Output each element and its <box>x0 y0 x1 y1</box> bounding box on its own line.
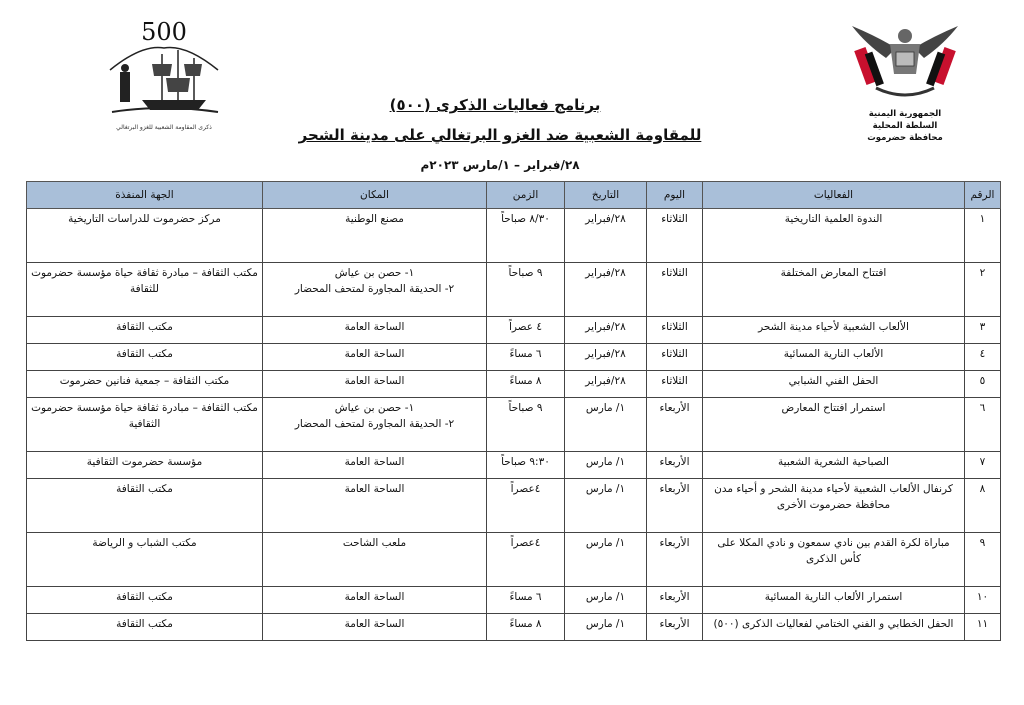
cell-place <box>263 587 487 614</box>
cell-activity: كرنفال الألعاب الشعبية لأحياء مدينة الشحر و أحياء مدن محافظة حضرموت الأخرى <box>703 479 965 533</box>
cell-day: الثلاثاء <box>647 344 703 371</box>
cell-time: ٨ مساءً <box>487 614 565 641</box>
gov-line-2: السلطة المحلية <box>872 121 938 131</box>
cell-date: ١/ مارس <box>565 614 647 641</box>
cell-date: ١/ مارس <box>565 587 647 614</box>
cell-organizer: مكتب الثقافة <box>27 614 263 641</box>
table-row <box>27 587 1001 614</box>
table-row <box>27 533 1001 587</box>
logo-caption: ذكرى المقاومة الشعبية للغزو البرتغالي <box>116 124 212 131</box>
table-row <box>27 317 1001 344</box>
cell-date: ٢٨/فبراير <box>565 317 647 344</box>
cell-place <box>263 398 487 452</box>
cell-day: الأربعاء <box>647 614 703 641</box>
header-date: التاريخ <box>565 182 647 209</box>
cell-place <box>263 614 487 641</box>
cell-time: ٤عصراً <box>487 533 565 587</box>
header-activity: الفعاليات <box>703 182 965 209</box>
cell-num: ٦ <box>965 398 1001 452</box>
cell-organizer: مركز حضرموت للدراسات التاريخية <box>27 209 263 263</box>
cell-activity: الألعاب النارية المسائية <box>703 344 965 371</box>
ship-emblem-icon <box>102 14 226 118</box>
cell-place <box>263 263 487 317</box>
cell-organizer: مكتب الثقافة – مبادرة ثقافة حياة مؤسسة حضرموت للثقافة <box>27 263 263 317</box>
cell-organizer: مؤسسة حضرموت الثقافية <box>27 452 263 479</box>
cell-date: ٢٨/فبراير <box>565 263 647 317</box>
table-row <box>27 344 1001 371</box>
place-item: مصنع الوطنية <box>345 213 404 225</box>
cell-day: الأربعاء <box>647 398 703 452</box>
place-item: ملعب الشاحت <box>342 537 407 549</box>
program-table <box>26 181 1001 641</box>
cell-organizer: مكتب الثقافة <box>27 344 263 371</box>
cell-activity: استمرار افتتاح المعارض <box>703 398 965 452</box>
cell-day: الثلاثاء <box>647 209 703 263</box>
cell-activity: افتتاح المعارض المختلفة <box>703 263 965 317</box>
header-time: الزمن <box>487 182 565 209</box>
header-organizer: الجهة المنفذة <box>27 182 263 209</box>
cell-day: الأربعاء <box>647 479 703 533</box>
cell-organizer: مكتب الثقافة – جمعية فنانين حضرموت <box>27 371 263 398</box>
cell-time: ٤عصراً <box>487 479 565 533</box>
page-subtitle: للمقاومة الشعبية ضد الغزو البرتغالي على مدينة الشحر <box>298 126 702 144</box>
cell-num: ١١ <box>965 614 1001 641</box>
place-item: ٢- الحديقة المجاورة لمتحف المحضار <box>294 283 455 295</box>
cell-date: ٢٨/فبراير <box>565 371 647 398</box>
cell-num: ٥ <box>965 371 1001 398</box>
cell-num: ٧ <box>965 452 1001 479</box>
table-row <box>27 371 1001 398</box>
cell-day: الأربعاء <box>647 452 703 479</box>
cell-num: ٨ <box>965 479 1001 533</box>
header-num: الرقم <box>965 182 1001 209</box>
cell-date: ١/ مارس <box>565 533 647 587</box>
cell-activity: الحفل الفني الشبابي <box>703 371 965 398</box>
anniversary-logo <box>102 14 226 138</box>
table-row <box>27 614 1001 641</box>
place-item: ١- حصن بن عياش <box>334 267 415 279</box>
place-item: الساحة العامة <box>344 618 405 630</box>
cell-organizer: مكتب الثقافة – مبادرة ثقافة حياة مؤسسة حضرموت الثقافية <box>27 398 263 452</box>
cell-activity: الندوة العلمية التاريخية <box>703 209 965 263</box>
page-title: برنامج فعاليات الذكرى (٥٠٠) <box>389 96 601 114</box>
logo-number: 500 <box>141 18 187 46</box>
place-item: الساحة العامة <box>344 375 405 387</box>
table-row <box>27 452 1001 479</box>
yemen-emblem <box>840 18 970 144</box>
cell-time: ٨/٣٠ صباحاً <box>487 209 565 263</box>
cell-day: الأربعاء <box>647 533 703 587</box>
cell-place <box>263 371 487 398</box>
cell-activity: مباراة لكرة القدم بين نادي سمعون و نادي المكلا على كأس الذكرى <box>703 533 965 587</box>
eagle-emblem-icon <box>846 18 964 104</box>
place-item: الساحة العامة <box>344 348 405 360</box>
cell-time: ٩ صباحاً <box>487 398 565 452</box>
table-row <box>27 209 1001 263</box>
cell-day: الثلاثاء <box>647 263 703 317</box>
cell-num: ٩ <box>965 533 1001 587</box>
cell-date: ١/ مارس <box>565 398 647 452</box>
cell-date: ٢٨/فبراير <box>565 344 647 371</box>
place-item: الساحة العامة <box>344 456 405 468</box>
cell-place <box>263 317 487 344</box>
table-row <box>27 398 1001 452</box>
table-row <box>27 263 1001 317</box>
cell-time: ٤ عصراً <box>487 317 565 344</box>
table-header-row <box>27 182 1001 209</box>
table-row <box>27 479 1001 533</box>
header-day: اليوم <box>647 182 703 209</box>
cell-organizer: مكتب الثقافة <box>27 479 263 533</box>
cell-time: ٦ مساءً <box>487 587 565 614</box>
cell-num: ٢ <box>965 263 1001 317</box>
cell-activity: استمرار الألعاب النارية المسائية <box>703 587 965 614</box>
gov-line-1: الجمهورية اليمنية <box>868 109 942 119</box>
gov-line-3: محافظة حضرموت <box>867 133 943 143</box>
place-item: الساحة العامة <box>344 591 405 603</box>
cell-place <box>263 479 487 533</box>
cell-activity: الألعاب الشعبية لأحياء مدينة الشحر <box>703 317 965 344</box>
cell-activity: الصباحية الشعرية الشعبية <box>703 452 965 479</box>
cell-day: الثلاثاء <box>647 317 703 344</box>
cell-place <box>263 209 487 263</box>
cell-date: ١/ مارس <box>565 479 647 533</box>
cell-time: ٩:٣٠ صباحاً <box>487 452 565 479</box>
cell-day: الثلاثاء <box>647 371 703 398</box>
cell-date: ١/ مارس <box>565 452 647 479</box>
cell-num: ١٠ <box>965 587 1001 614</box>
cell-day: الأربعاء <box>647 587 703 614</box>
cell-time: ٩ صباحاً <box>487 263 565 317</box>
place-item: الساحة العامة <box>344 321 405 333</box>
cell-place <box>263 452 487 479</box>
place-item: ١- حصن بن عياش <box>334 402 415 414</box>
cell-time: ٨ مساءً <box>487 371 565 398</box>
cell-num: ١ <box>965 209 1001 263</box>
cell-num: ٣ <box>965 317 1001 344</box>
place-item: ٢- الحديقة المجاورة لمتحف المحضار <box>294 418 455 430</box>
place-item: الساحة العامة <box>344 483 405 495</box>
cell-organizer: مكتب الشباب و الرياضة <box>27 533 263 587</box>
cell-organizer: مكتب الثقافة <box>27 317 263 344</box>
cell-num: ٤ <box>965 344 1001 371</box>
cell-place <box>263 533 487 587</box>
cell-organizer: مكتب الثقافة <box>27 587 263 614</box>
cell-activity: الحفل الخطابي و الفني الختامي لفعاليات الذكرى (٥٠٠) <box>703 614 965 641</box>
event-dates: ٢٨/فبراير – ١/مارس ٢٠٢٣م <box>420 158 580 172</box>
cell-place <box>263 344 487 371</box>
cell-time: ٦ مساءً <box>487 344 565 371</box>
cell-date: ٢٨/فبراير <box>565 209 647 263</box>
header-place: المكان <box>263 182 487 209</box>
